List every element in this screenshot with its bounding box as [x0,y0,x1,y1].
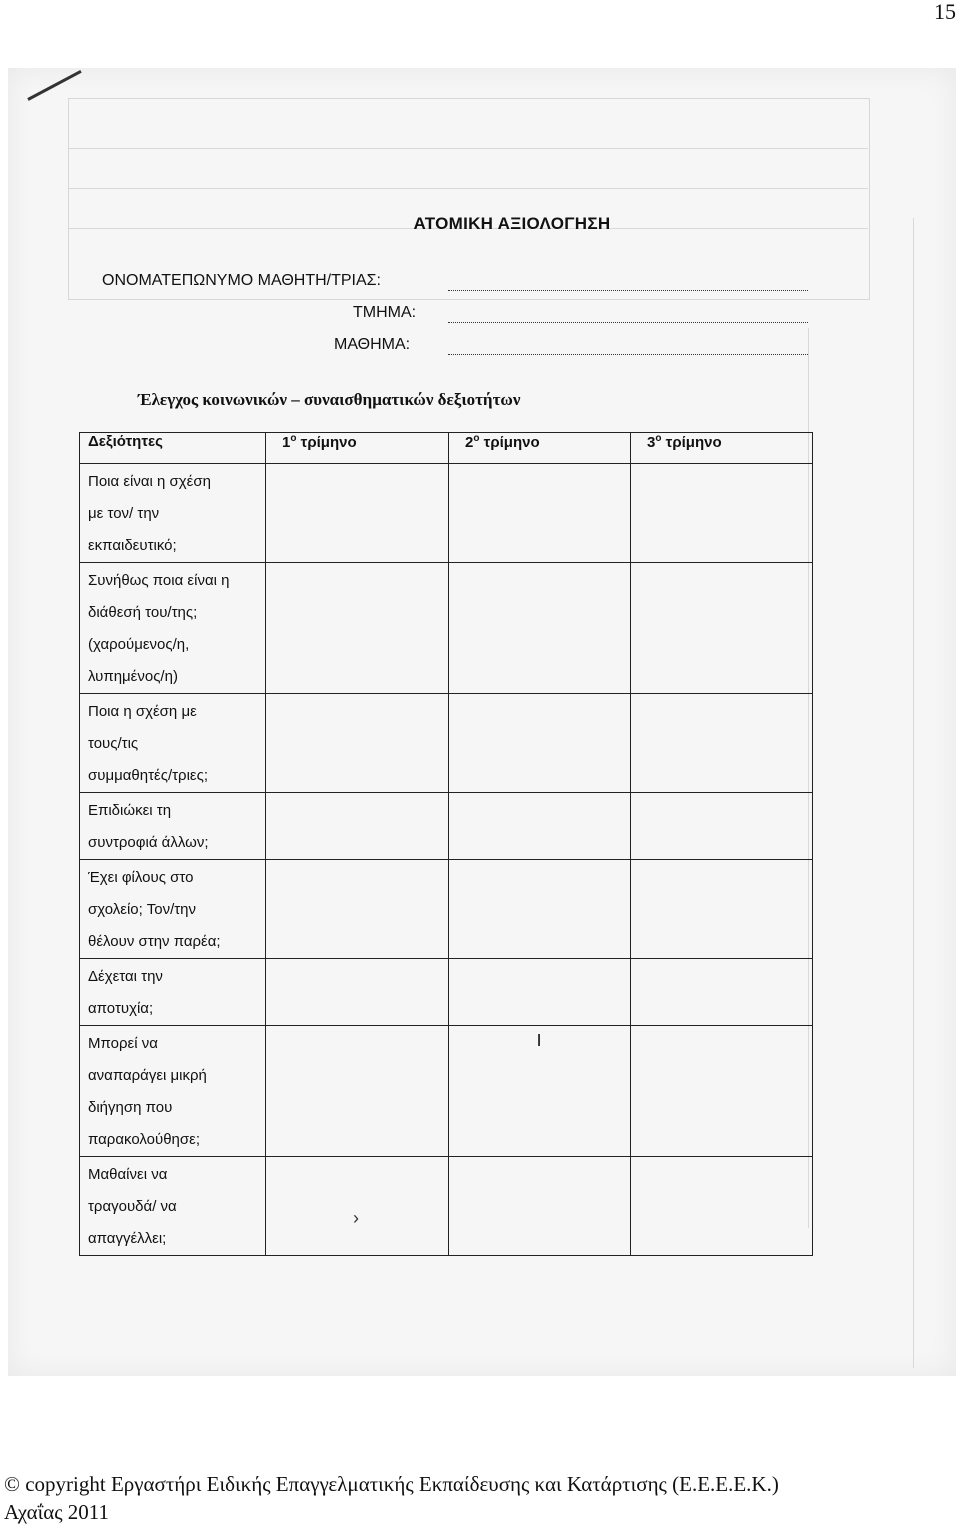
copyright-footer [4,1470,779,1526]
table-row [80,860,813,959]
skill-text-line: Ποια η σχέση με [88,703,197,720]
section-title: Έλεγχος κοινωνικών – συναισθηματικών δεξιοτήτων [138,390,521,409]
bleed-through-box [68,98,870,300]
term-2-cell[interactable] [449,563,631,694]
term-2-cell[interactable] [449,860,631,959]
document-title: ΑΤΟΜΙΚΗ ΑΞΙΟΛΟΓΗΣΗ [413,214,611,233]
page-number: 15 [934,0,956,24]
table-row [80,694,813,793]
skill-cell [80,563,266,694]
skill-text-line: απαγγέλλει; [88,1230,167,1247]
skill-text-line: λυπημένος/η) [88,668,178,685]
stray-mark: ı [536,1026,543,1051]
student-name-field [102,272,381,290]
term-1-cell[interactable] [266,959,449,1026]
skill-text-line: αναπαράγει μικρή [88,1067,207,1084]
skill-text-line: διάθεσή του/της; [88,604,198,621]
table-row [80,1157,813,1256]
skill-text-line: Μαθαίνει να [88,1166,168,1183]
skill-text-line: συντροφιά άλλων; [88,834,209,851]
skill-text-line: Δέχεται την [88,968,163,985]
skill-cell [80,694,266,793]
header-term-2: $2^o$ τρίμηνο [449,433,631,464]
student-name-dots [448,278,808,291]
skill-text-line: με τον/ την [88,505,160,522]
skill-text-line: τους/τις [88,735,139,752]
term-2-cell[interactable] [449,793,631,860]
skill-text-line: παρακολούθησε; [88,1131,201,1148]
copyright-line-2: Αχαΐας 2011 [4,1500,110,1524]
bleed-through-line [68,148,868,149]
skill-text-line: Μπορεί να [88,1035,158,1052]
table-row [80,563,813,694]
term-1-cell[interactable] [266,563,449,694]
skill-text-line: Συνήθως ποια είναι η [88,572,230,589]
term-3-cell[interactable] [631,694,813,793]
term-2-cell[interactable] [449,959,631,1026]
header-skills: Δεξιότητες [80,433,266,464]
skill-text-line: Επιδιώκει τη [88,802,172,819]
bleed-through-line [68,188,868,189]
table-row [80,959,813,1026]
copyright-line-1: © copyright Εργαστήρι Ειδικής Επαγγελματικής Εκπαίδευσης και Κατάρτισης (Ε.Ε.Ε.Ε.Κ.) [4,1472,779,1496]
term-3-cell[interactable] [631,959,813,1026]
table-row [80,1026,813,1157]
term-3-cell[interactable] [631,563,813,694]
term-3-cell[interactable] [631,793,813,860]
class-dots [448,310,808,323]
table-row [80,464,813,563]
skill-cell [80,860,266,959]
term-3-cell[interactable] [631,860,813,959]
table-row [80,793,813,860]
class-field [353,304,416,322]
subject-field [334,336,410,354]
class-label: ΤΜΗΜΑ: [353,304,417,321]
term-3-cell[interactable] [631,1157,813,1256]
skill-cell [80,959,266,1026]
term-1-cell[interactable] [266,1026,449,1157]
skill-cell [80,464,266,563]
skill-text-line: Ποια είναι η σχέση [88,473,211,490]
skill-text-line: συμμαθητές/τριες; [88,767,208,784]
skill-text-line: εκπαιδευτικό; [88,537,177,554]
skill-text-line: διήγηση που [88,1099,173,1116]
header-term-1: $1^o$ τρίμηνο [266,433,449,464]
subject-dots [448,342,808,355]
student-name-label: ΟΝΟΜΑΤΕΠΩΝΥΜΟ ΜΑΘΗΤΗ/ΤΡΙΑΣ: [102,272,381,289]
skill-text-line: τραγουδά/ να [88,1198,177,1215]
term-1-cell[interactable] [266,464,449,563]
skill-text-line: θέλουν στην παρέα; [88,933,221,950]
skill-text-line: (χαρούμενος/η, [88,636,190,653]
term-3-cell[interactable] [631,1026,813,1157]
term-1-cell[interactable] [266,1157,449,1256]
subject-label: ΜΑΘΗΜΑ: [334,336,411,353]
term-2-cell[interactable] [449,694,631,793]
skill-text-line: αποτυχία; [88,1000,154,1017]
pen-mark [27,70,81,101]
skill-text-line: Έχει φίλους στο [88,869,194,886]
skill-cell [80,1026,266,1157]
skill-cell [80,1157,266,1256]
term-2-cell[interactable] [449,1157,631,1256]
assessment-table [79,432,813,1256]
skill-text-line: σχολείο; Τον/την [88,901,197,918]
table-header-row [80,433,813,464]
header-term-3: $3^o$ τρίμηνο [631,433,813,464]
term-2-cell[interactable] [449,464,631,563]
bleed-through-line [913,218,914,1368]
scanned-document [8,68,956,1376]
term-3-cell[interactable] [631,464,813,563]
skill-cell [80,793,266,860]
term-1-cell[interactable] [266,793,449,860]
term-1-cell[interactable] [266,694,449,793]
stray-mark: › [353,1208,359,1228]
term-1-cell[interactable] [266,860,449,959]
